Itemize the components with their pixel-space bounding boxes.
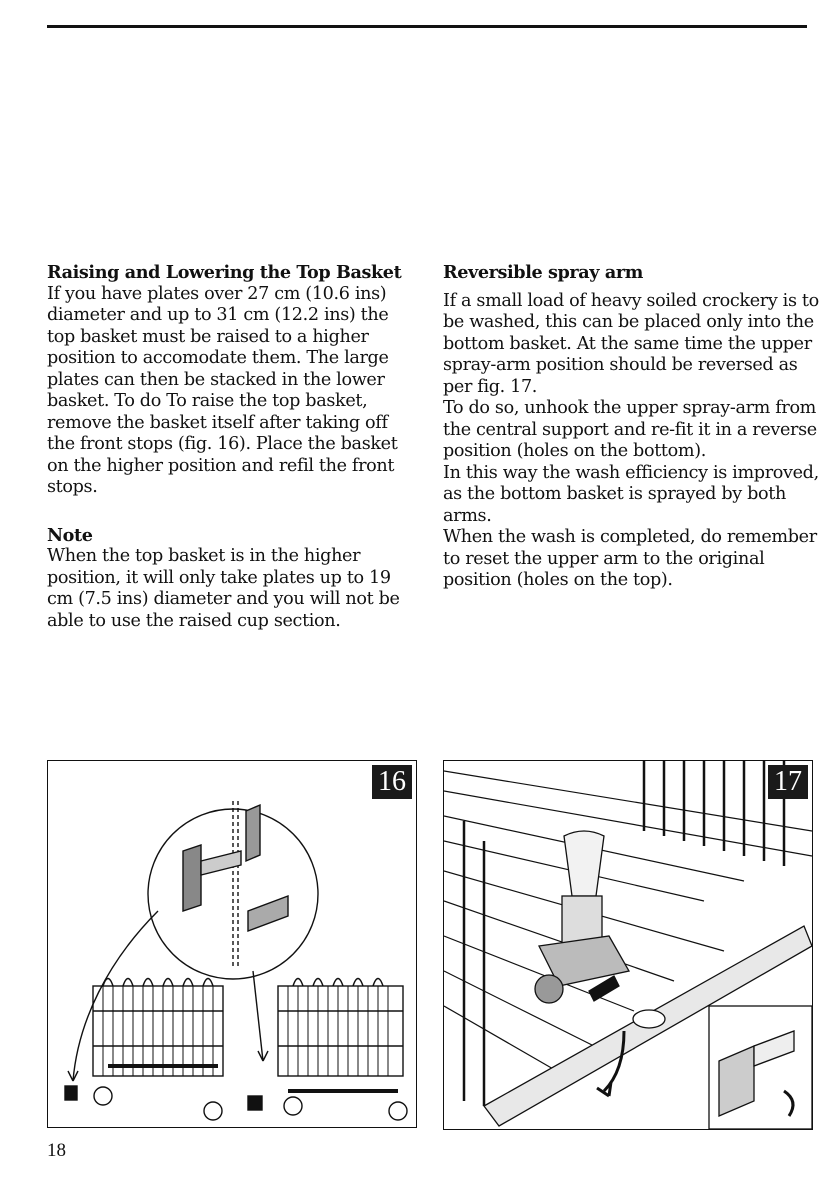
figure-17 (443, 760, 813, 1130)
section-heading-raising-basket: Raising and Lowering the Top Basket (47, 262, 402, 283)
figure-17-label: 17 (768, 765, 808, 799)
right-column (443, 262, 823, 592)
spray-arm-paragraph-3: In this way the wash efficiency is improved, as the bottom basket is sprayed by both arms. (443, 462, 819, 526)
section-heading-spray-arm: Reversible spray arm (443, 262, 643, 283)
left-column (47, 262, 419, 632)
figure-16-label: 16 (372, 765, 412, 799)
note-text: When the top basket is in the higher position, it will only take plates up to 19 cm (7.5 ins) diameter and you will not be able to use the raised cup section. (47, 546, 400, 631)
spray-arm-paragraph-2: To do so, unhook the upper spray-arm from the central support and re-fit it in a reverse position (holes on the bottom). (443, 398, 817, 461)
spray-arm-paragraph-4: When the wash is completed, do remember to reset the upper arm to the original position (holes on the top). (443, 527, 817, 590)
basket-stops-illustration (48, 761, 416, 1127)
note-heading: Note (47, 524, 93, 546)
figure-16 (47, 760, 417, 1128)
page-number: 18 (47, 1140, 66, 1161)
top-rule (47, 25, 807, 28)
raising-basket-text: If you have plates over 27 cm (10.6 ins) diameter and up to 31 cm (12.2 ins) the top basket must be raised to a higher position to accomodate them. The large plates can then be stacked in the lower basket. To do To raise the top basket, remove the basket itself after taking off the front stops (fig. 16). Place the basket on the higher position and refil the front stops. (47, 283, 398, 497)
spray-arm-illustration (444, 761, 812, 1129)
spray-arm-paragraph-1: If a small load of heavy soiled crockery is to be washed, this can be placed only into the bottom basket. At the same time the upper spray-arm position should be reversed as per fig. 17. (443, 290, 819, 397)
